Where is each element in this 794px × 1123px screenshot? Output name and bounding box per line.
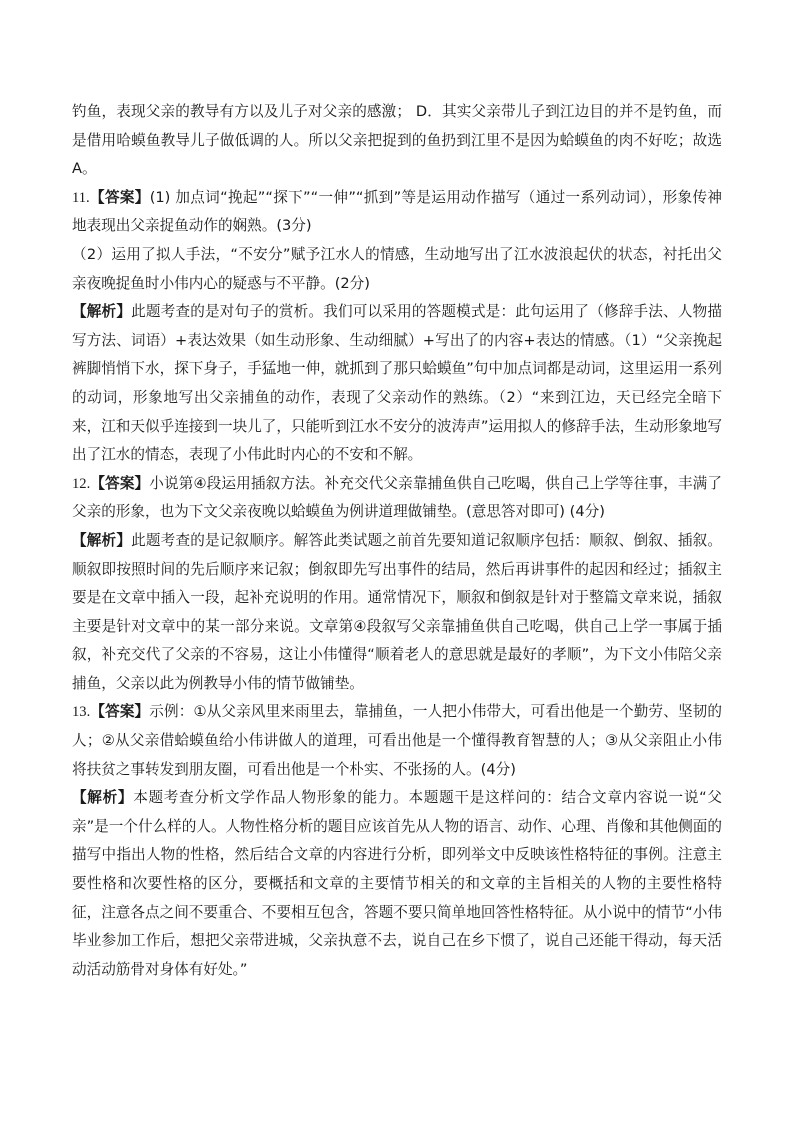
analysis-label: 【解析】 [72, 531, 132, 549]
analysis-11 [72, 298, 722, 470]
answer-label: 【答案】 [90, 703, 150, 721]
question-number: 12. [72, 475, 91, 492]
question-number: 13. [72, 704, 91, 721]
answer-text: 小说第④段运用插叙方法。补充交代父亲靠捕鱼供自己吃喝，供自己上学等往事，丰满了父亲的形象，也为下文父亲夜晚以蛤蟆鱼为例讲道理做铺垫。(意思答对即可) (4分) [72, 474, 722, 521]
paragraph-option-d [72, 98, 722, 184]
answer-label: 【答案】 [89, 188, 150, 206]
question-number: 11. [72, 189, 90, 206]
analysis-text: 此题考查的是对句子的赏析。我们可以采用的答题模式是：此句运用了（修辞手法、人物描写方法、词语）+表达效果（如生动形象、生动细腻）+写出了的内容+表达的情感。（1）“父亲挽起裤脚悄悄下水，探下身子，手猛地一伸，就抓到了那只蛤蟆鱼”句中加点词都是动词，这里运用一系列的动词，形象地写出父亲捕鱼的动作，表现了父亲动作的熟练。（2）“来到江边，天已经完全暗下来，江和天似乎连接到一块儿了，只能听到江水不安分的波涛声”运用拟人的修辞手法，生动形象地写出了江水的情态，表现了小伟此时内心的不安和不解。 [72, 303, 722, 464]
analysis-label: 【解析】 [72, 789, 134, 807]
analysis-text: 此题考查的是记叙顺序。解答此类试题之前首先要知道记叙顺序包括：顺叙、倒叙、插叙。顺叙即按照时间的先后顺序来记叙；倒叙即先写出事件的结局，然后再讲事件的起因和经过；插叙主要是在文章中插入一段，起补充说明的作用。通常情况下，顺叙和倒叙是针对于整篇文章来说，插叙主要是针对文章中的某一部分来说。文章第④段叙写父亲靠捕鱼供自己吃喝，供自己上学一事属于插叙，补充交代了父亲的不容易，这让小伟懂得“顺着老人的意思就是最好的孝顺”，为下文小伟陪父亲捕鱼，父亲以此为例教导小伟的情节做铺垫。 [72, 531, 722, 692]
answer-11 [72, 184, 722, 241]
analysis-label: 【解析】 [72, 303, 132, 321]
answer-text: （2）运用了拟人手法，“不安分”赋予江水人的情感，生动地写出了江水波浪起伏的状态，衬托出父亲夜晚捉鱼时小伟内心的疑惑与不平静。(2分) [72, 245, 722, 292]
answer-11-part-2 [72, 241, 722, 298]
paragraph-text: 钓鱼，表现父亲的教导有方以及儿子对父亲的感激； D．其实父亲带儿子到江边目的并不是钓鱼，而是借用哈蟆鱼教导儿子做低调的人。所以父亲把捉到的鱼扔到江里不是因为蛤蟆鱼的肉不好吃；故选A。 [72, 103, 722, 178]
analysis-13 [72, 784, 722, 984]
answer-label: 【答案】 [90, 474, 150, 492]
analysis-text: 本题考查分析文学作品人物形象的能力。本题题干是这样问的：结合文章内容说一说“父亲”是一个什么样的人。人物性格分析的题目应该首先从人物的语言、动作、心理、肖像和其他侧面的描写中指出人物的性格，然后结合文章的内容进行分析，即列举文中反映该性格特征的事例。注意主要性格和次要性格的区分，要概括和文章的主要情节相关的和文章的主旨相关的人物的主要性格特征，注意各点之间不要重合、不要相互包含，答题不要只简单地回答性格特征。从小说中的情节“小伟毕业参加工作后，想把父亲带进城，父亲执意不去，说自己在乡下惯了，说自己还能干得动，每天活动活动筋骨对身体有好处。” [72, 789, 722, 978]
answer-text: 示例：①从父亲风里来雨里去，靠捕鱼，一人把小伟带大，可看出他是一个勤劳、坚韧的人；②从父亲借蛤蟆鱼给小伟讲做人的道理，可看出他是一个懂得教育智慧的人；③从父亲阻止小伟将扶贫之事转发到朋友圈，可看出他是一个朴实、不张扬的人。(4分) [72, 703, 722, 778]
answer-12 [72, 470, 722, 527]
answer-text: (1) 加点词“挽起”“探下”“一伸”“抓到”等是运用动作描写（通过一系列动词），形象传神地表现出父亲捉鱼动作的娴熟。(3分) [72, 188, 722, 235]
document-page [72, 98, 722, 984]
answer-13 [72, 698, 722, 784]
analysis-12 [72, 527, 722, 699]
